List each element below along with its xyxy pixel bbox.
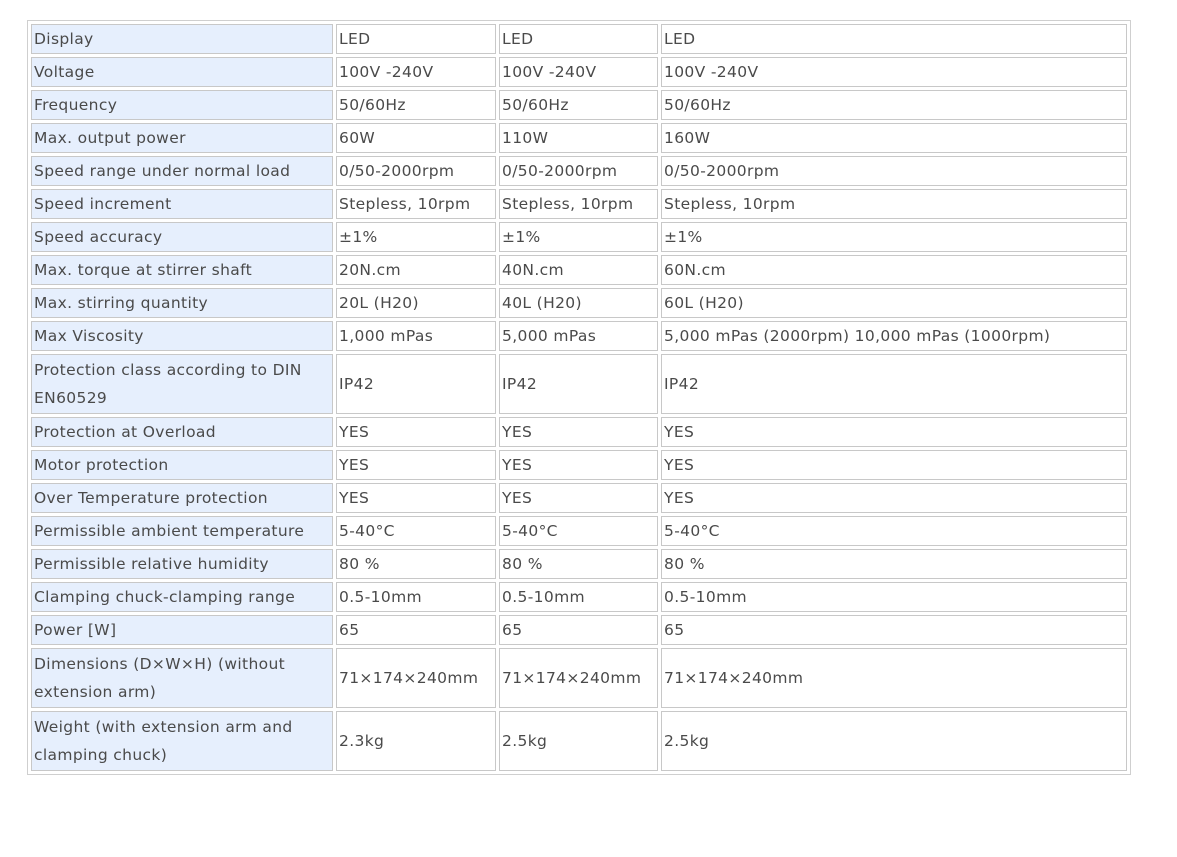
table-row bbox=[31, 450, 1127, 480]
cell-model-2: 40L (H20) bbox=[499, 288, 658, 318]
cell-model-2: YES bbox=[499, 417, 658, 447]
table-row bbox=[31, 222, 1127, 252]
table-row bbox=[31, 123, 1127, 153]
cell-model-3: 0.5-10mm bbox=[661, 582, 1127, 612]
cell-model-1: 65 bbox=[336, 615, 496, 645]
cell-model-2: 0.5-10mm bbox=[499, 582, 658, 612]
cell-model-3: ±1% bbox=[661, 222, 1127, 252]
cell-model-3: 60N.cm bbox=[661, 255, 1127, 285]
cell-model-2: 80 % bbox=[499, 549, 658, 579]
row-label: Motor protection bbox=[31, 450, 333, 480]
cell-model-2: 50/60Hz bbox=[499, 90, 658, 120]
cell-model-2: 5-40°C bbox=[499, 516, 658, 546]
cell-model-3: 5,000 mPas (2000rpm) 10,000 mPas (1000rpm) bbox=[661, 321, 1127, 351]
cell-model-1: YES bbox=[336, 417, 496, 447]
cell-model-1: 100V -240V bbox=[336, 57, 496, 87]
table-row bbox=[31, 516, 1127, 546]
row-label: Display bbox=[31, 24, 333, 54]
cell-model-2: 40N.cm bbox=[499, 255, 658, 285]
table-row bbox=[31, 417, 1127, 447]
cell-model-1: 20L (H20) bbox=[336, 288, 496, 318]
row-label: Power [W] bbox=[31, 615, 333, 645]
table-row bbox=[31, 354, 1127, 414]
spec-table bbox=[27, 20, 1131, 775]
cell-model-1: 20N.cm bbox=[336, 255, 496, 285]
cell-model-2: YES bbox=[499, 483, 658, 513]
row-label: Dimensions (D×W×H) (without extension arm) bbox=[31, 648, 333, 708]
cell-model-3: Stepless, 10rpm bbox=[661, 189, 1127, 219]
row-label: Max. stirring quantity bbox=[31, 288, 333, 318]
cell-model-2: 65 bbox=[499, 615, 658, 645]
table-row bbox=[31, 189, 1127, 219]
table-row bbox=[31, 90, 1127, 120]
table-row bbox=[31, 288, 1127, 318]
row-label: Protection at Overload bbox=[31, 417, 333, 447]
cell-model-3: YES bbox=[661, 450, 1127, 480]
row-label: Permissible ambient temperature bbox=[31, 516, 333, 546]
cell-model-1: Stepless, 10rpm bbox=[336, 189, 496, 219]
cell-model-1: 50/60Hz bbox=[336, 90, 496, 120]
cell-model-2: Stepless, 10rpm bbox=[499, 189, 658, 219]
cell-model-2: 100V -240V bbox=[499, 57, 658, 87]
cell-model-1: 5-40°C bbox=[336, 516, 496, 546]
row-label: Max Viscosity bbox=[31, 321, 333, 351]
cell-model-3: 160W bbox=[661, 123, 1127, 153]
cell-model-3: YES bbox=[661, 417, 1127, 447]
cell-model-1: ±1% bbox=[336, 222, 496, 252]
cell-model-1: YES bbox=[336, 450, 496, 480]
cell-model-1: 2.3kg bbox=[336, 711, 496, 771]
cell-model-3: 65 bbox=[661, 615, 1127, 645]
row-label: Frequency bbox=[31, 90, 333, 120]
cell-model-2: 5,000 mPas bbox=[499, 321, 658, 351]
cell-model-2: IP42 bbox=[499, 354, 658, 414]
cell-model-3: LED bbox=[661, 24, 1127, 54]
table-row bbox=[31, 648, 1127, 708]
cell-model-3: 80 % bbox=[661, 549, 1127, 579]
cell-model-2: LED bbox=[499, 24, 658, 54]
cell-model-1: 60W bbox=[336, 123, 496, 153]
cell-model-3: 71×174×240mm bbox=[661, 648, 1127, 708]
cell-model-3: 2.5kg bbox=[661, 711, 1127, 771]
table-row bbox=[31, 24, 1127, 54]
cell-model-2: YES bbox=[499, 450, 658, 480]
cell-model-3: YES bbox=[661, 483, 1127, 513]
cell-model-2: 71×174×240mm bbox=[499, 648, 658, 708]
cell-model-2: 0/50-2000rpm bbox=[499, 156, 658, 186]
row-label: Speed range under normal load bbox=[31, 156, 333, 186]
table-row bbox=[31, 711, 1127, 771]
cell-model-3: 50/60Hz bbox=[661, 90, 1127, 120]
cell-model-1: YES bbox=[336, 483, 496, 513]
row-label: Permissible relative humidity bbox=[31, 549, 333, 579]
row-label: Max. output power bbox=[31, 123, 333, 153]
row-label: Weight (with extension arm and clamping chuck) bbox=[31, 711, 333, 771]
cell-model-3: 100V -240V bbox=[661, 57, 1127, 87]
cell-model-1: 0.5-10mm bbox=[336, 582, 496, 612]
cell-model-2: 110W bbox=[499, 123, 658, 153]
row-label: Voltage bbox=[31, 57, 333, 87]
cell-model-3: 60L (H20) bbox=[661, 288, 1127, 318]
cell-model-1: 71×174×240mm bbox=[336, 648, 496, 708]
table-row bbox=[31, 255, 1127, 285]
cell-model-3: 5-40°C bbox=[661, 516, 1127, 546]
table-row bbox=[31, 549, 1127, 579]
row-label: Clamping chuck-clamping range bbox=[31, 582, 333, 612]
cell-model-1: 80 % bbox=[336, 549, 496, 579]
cell-model-1: 1,000 mPas bbox=[336, 321, 496, 351]
cell-model-3: IP42 bbox=[661, 354, 1127, 414]
cell-model-2: ±1% bbox=[499, 222, 658, 252]
cell-model-1: 0/50-2000rpm bbox=[336, 156, 496, 186]
row-label: Speed increment bbox=[31, 189, 333, 219]
table-row bbox=[31, 483, 1127, 513]
table-row bbox=[31, 582, 1127, 612]
table-row bbox=[31, 615, 1127, 645]
table-row bbox=[31, 156, 1127, 186]
row-label: Protection class according to DIN EN60529 bbox=[31, 354, 333, 414]
row-label: Max. torque at stirrer shaft bbox=[31, 255, 333, 285]
table-row bbox=[31, 321, 1127, 351]
row-label: Over Temperature protection bbox=[31, 483, 333, 513]
row-label: Speed accuracy bbox=[31, 222, 333, 252]
cell-model-1: LED bbox=[336, 24, 496, 54]
table-row bbox=[31, 57, 1127, 87]
cell-model-1: IP42 bbox=[336, 354, 496, 414]
cell-model-3: 0/50-2000rpm bbox=[661, 156, 1127, 186]
cell-model-2: 2.5kg bbox=[499, 711, 658, 771]
